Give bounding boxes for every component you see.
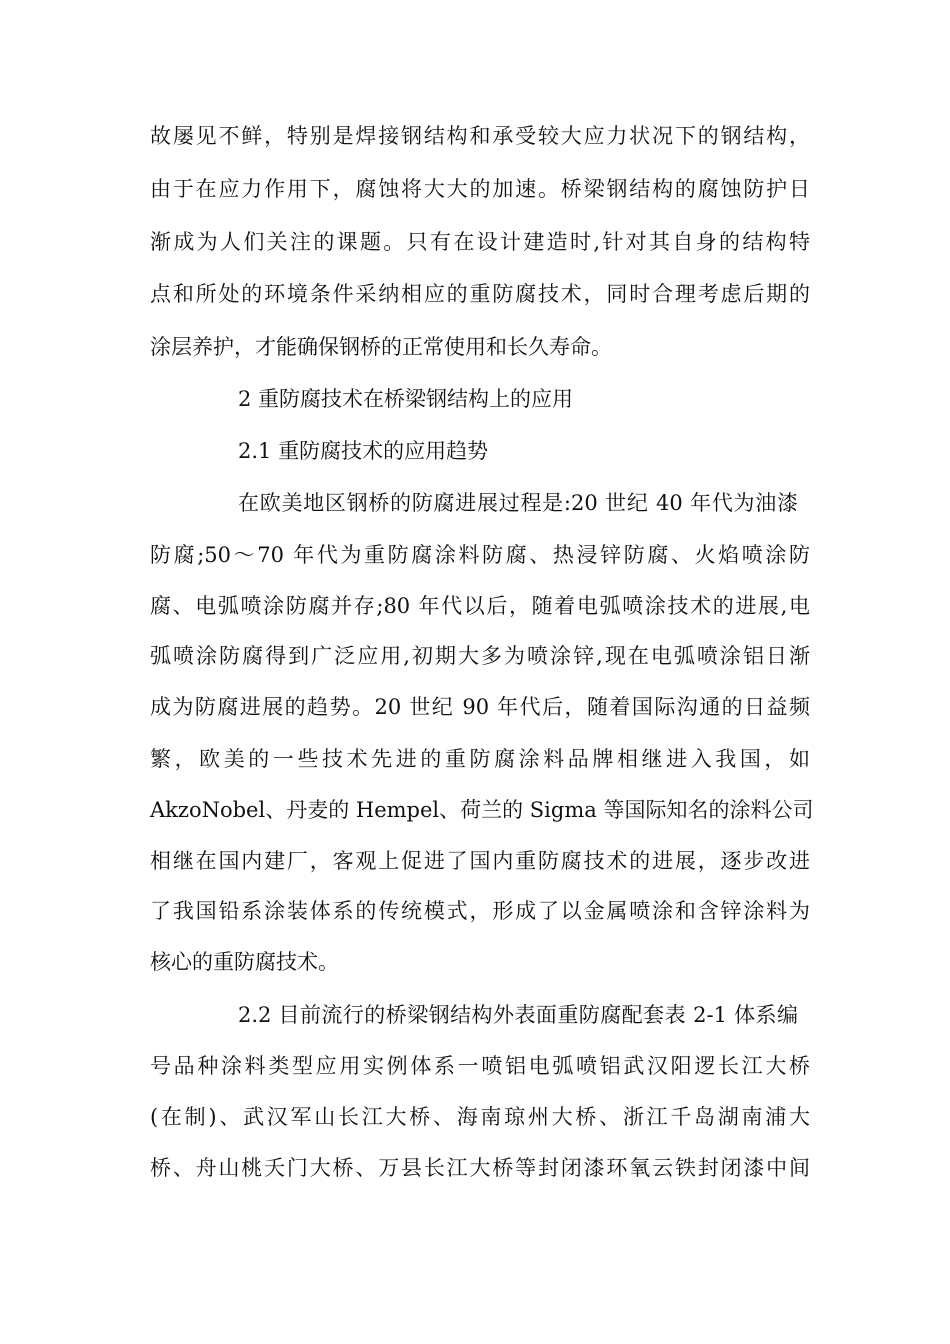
paragraph-2-line-10: 核心的重防腐技术。	[150, 950, 339, 974]
paragraph-2-line-7: AkzoNobel、丹麦的 Hempel、荷兰的 Sigma 等国际知名的涂料公司	[150, 798, 814, 822]
paragraph-2-line-5: 成为防腐进展的趋势。20 世纪 90 年代后，随着国际沟通的日益频	[150, 695, 810, 719]
section-heading-2-1: 2.1 重防腐技术的应用趋势	[238, 439, 489, 463]
paragraph-3-line-2: 号品种涂料类型应用实例体系一喷铝电弧喷铝武汉阳逻长江大桥	[150, 1054, 810, 1078]
paragraph-1-line-4: 点和所处的环境条件采纳相应的重防腐技术，同时合理考虑后期的	[150, 282, 810, 306]
paragraph-3-line-4: 桥、舟山桃夭门大桥、万县长江大桥等封闭漆环氧云铁封闭漆中间	[150, 1156, 810, 1180]
paragraph-1-line-5: 涂层养护，才能确保钢桥的正常使用和长久寿命。	[150, 335, 612, 359]
paragraph-1-line-2: 由于在应力作用下，腐蚀将大大的加速。桥梁钢结构的腐蚀防护日	[150, 177, 810, 201]
paragraph-2-line-3: 腐、电弧喷涂防腐并存;80 年代以后，随着电弧喷涂技术的进展,电	[150, 594, 810, 618]
paragraph-2-line-9: 了我国铅系涂装体系的传统模式，形成了以金属喷涂和含锌涂料为	[150, 899, 810, 923]
paragraph-2-line-2: 防腐;50～70 年代为重防腐涂料防腐、热浸锌防腐、火焰喷涂防	[150, 543, 810, 567]
paragraph-3-line-3: (在制)、武汉军山长江大桥、海南琼州大桥、浙江千岛湖南浦大	[150, 1105, 810, 1129]
paragraph-1-line-1: 故屡见不鲜，特别是焊接钢结构和承受较大应力状况下的钢结构，	[150, 124, 810, 148]
section-heading-2: 2 重防腐技术在桥梁钢结构上的应用	[238, 387, 574, 411]
paragraph-2-line-4: 弧喷涂防腐得到广泛应用,初期大多为喷涂锌,现在电弧喷涂铝日渐	[150, 644, 810, 668]
paragraph-2-line-6: 繁，欧美的一些技术先进的重防腐涂料品牌相继进入我国，如	[150, 747, 810, 771]
paragraph-2-line-1: 在欧美地区钢桥的防腐进展过程是:20 世纪 40 年代为油漆	[238, 491, 798, 515]
paragraph-1-line-3: 渐成为人们关注的课题。只有在设计建造时,针对其自身的结构特	[150, 230, 810, 254]
paragraph-2-line-8: 相继在国内建厂，客观上促进了国内重防腐技术的进展，逐步改进	[150, 849, 810, 873]
paragraph-3-line-1: 2.2 目前流行的桥梁钢结构外表面重防腐配套表 2-1 体系编	[238, 1003, 798, 1027]
